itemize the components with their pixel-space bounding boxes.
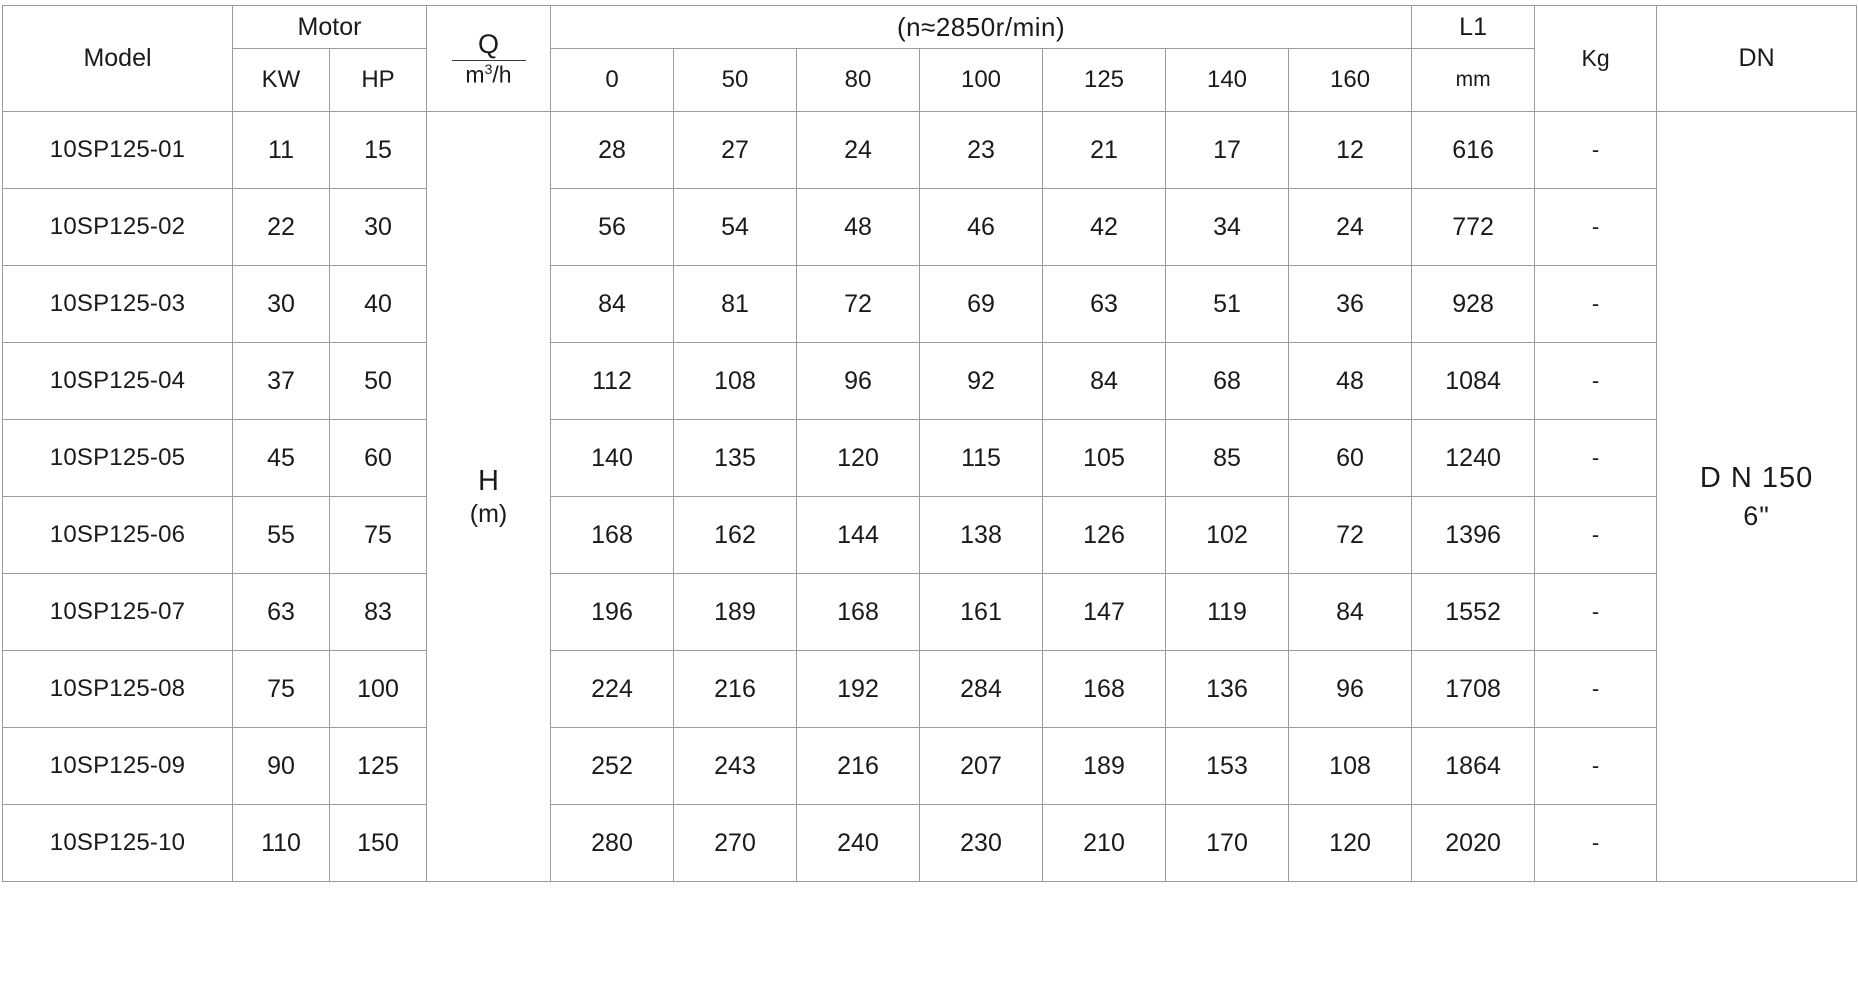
cell-kw: 45: [233, 420, 330, 497]
head-letter: H: [478, 464, 499, 497]
cell-hp: 150: [330, 805, 427, 882]
header-dn: DN: [1657, 6, 1857, 112]
dn-inch: 6": [1743, 500, 1770, 531]
cell-kw: 90: [233, 728, 330, 805]
cell-head-125: 147: [1043, 574, 1166, 651]
table-body: [3, 112, 1857, 882]
cell-head-140: 85: [1166, 420, 1289, 497]
cell-model: 10SP125-10: [3, 805, 233, 882]
header-flow-140: 140: [1166, 49, 1289, 112]
cell-model: 10SP125-03: [3, 266, 233, 343]
cell-head-100: 115: [920, 420, 1043, 497]
header-row-top: [3, 6, 1857, 49]
cell-hp: 83: [330, 574, 427, 651]
cell-head-80: 120: [797, 420, 920, 497]
cell-head-50: 189: [674, 574, 797, 651]
head-unit: (m): [469, 500, 508, 528]
cell-l1: 1552: [1412, 574, 1535, 651]
cell-l1: 1084: [1412, 343, 1535, 420]
cell-head-160: 12: [1289, 112, 1412, 189]
cell-head-125: 210: [1043, 805, 1166, 882]
cell-head-50: 81: [674, 266, 797, 343]
header-l1: L1: [1412, 6, 1535, 49]
cell-kw: 11: [233, 112, 330, 189]
cell-kw: 22: [233, 189, 330, 266]
cell-head-80: 168: [797, 574, 920, 651]
cell-head-140: 17: [1166, 112, 1289, 189]
cell-head-80: 72: [797, 266, 920, 343]
cell-l1: 2020: [1412, 805, 1535, 882]
header-motor-kw: KW: [233, 49, 330, 112]
cell-head-80: 216: [797, 728, 920, 805]
cell-head-100: 284: [920, 651, 1043, 728]
cell-head-140: 34: [1166, 189, 1289, 266]
header-flow-125: 125: [1043, 49, 1166, 112]
cell-hp: 60: [330, 420, 427, 497]
cell-kw: 63: [233, 574, 330, 651]
table-row: [3, 497, 1857, 574]
cell-head-160: 96: [1289, 651, 1412, 728]
table-row: [3, 420, 1857, 497]
cell-head-80: 24: [797, 112, 920, 189]
header-l1-unit: mm: [1412, 49, 1535, 112]
cell-kg: -: [1535, 574, 1657, 651]
cell-kg: -: [1535, 728, 1657, 805]
cell-head-50: 54: [674, 189, 797, 266]
cell-head-80: 192: [797, 651, 920, 728]
cell-head-160: 36: [1289, 266, 1412, 343]
cell-head-100: 138: [920, 497, 1043, 574]
cell-head-0: 224: [551, 651, 674, 728]
cell-head-160: 108: [1289, 728, 1412, 805]
cell-head-100: 230: [920, 805, 1043, 882]
table-row: [3, 189, 1857, 266]
cell-head-50: 243: [674, 728, 797, 805]
header-flow-160: 160: [1289, 49, 1412, 112]
header-flow-50: 50: [674, 49, 797, 112]
cell-head-125: 168: [1043, 651, 1166, 728]
cell-head-100: 207: [920, 728, 1043, 805]
table-row: [3, 112, 1857, 189]
cell-l1: 772: [1412, 189, 1535, 266]
header-flow-q: [427, 6, 551, 112]
header-model: Model: [3, 6, 233, 112]
cell-kg: -: [1535, 497, 1657, 574]
header-q-unit-sup: 3: [484, 60, 493, 77]
cell-kw: 30: [233, 266, 330, 343]
cell-head-50: 27: [674, 112, 797, 189]
cell-model: 10SP125-02: [3, 189, 233, 266]
cell-head-125: 126: [1043, 497, 1166, 574]
cell-head-160: 48: [1289, 343, 1412, 420]
cell-kg: -: [1535, 189, 1657, 266]
cell-head-80: 240: [797, 805, 920, 882]
cell-kg: -: [1535, 112, 1657, 189]
table-row: [3, 343, 1857, 420]
cell-head-140: 68: [1166, 343, 1289, 420]
header-q-letter: Q: [477, 28, 499, 59]
cell-head-140: 119: [1166, 574, 1289, 651]
header-kg: Kg: [1535, 6, 1657, 112]
table-row: [3, 651, 1857, 728]
cell-head-50: 216: [674, 651, 797, 728]
header-q-unit-prefix: m: [465, 61, 485, 88]
cell-head-140: 51: [1166, 266, 1289, 343]
cell-hp: 125: [330, 728, 427, 805]
header-flow-80: 80: [797, 49, 920, 112]
cell-model: 10SP125-06: [3, 497, 233, 574]
cell-head-0: 252: [551, 728, 674, 805]
cell-head-80: 96: [797, 343, 920, 420]
cell-head-0: 168: [551, 497, 674, 574]
cell-head-140: 170: [1166, 805, 1289, 882]
cell-head-140: 153: [1166, 728, 1289, 805]
cell-kg: -: [1535, 420, 1657, 497]
table-header: [3, 6, 1857, 112]
cell-head-160: 84: [1289, 574, 1412, 651]
header-motor-hp: HP: [330, 49, 427, 112]
cell-model: 10SP125-08: [3, 651, 233, 728]
table-row: [3, 728, 1857, 805]
cell-kg: -: [1535, 343, 1657, 420]
cell-head-125: 21: [1043, 112, 1166, 189]
table-row: [3, 805, 1857, 882]
cell-kg: -: [1535, 805, 1657, 882]
table-row: [3, 574, 1857, 651]
cell-head-0: 84: [551, 266, 674, 343]
header-q-unit-suffix: /h: [492, 61, 512, 88]
cell-hp: 75: [330, 497, 427, 574]
cell-head-140: 102: [1166, 497, 1289, 574]
cell-hp: 30: [330, 189, 427, 266]
header-motor: Motor: [233, 6, 427, 49]
cell-dn: [1657, 112, 1857, 882]
cell-kw: 110: [233, 805, 330, 882]
header-q-unit: [452, 60, 526, 87]
cell-kg: -: [1535, 266, 1657, 343]
cell-head-100: 23: [920, 112, 1043, 189]
cell-head-80: 144: [797, 497, 920, 574]
cell-head-50: 270: [674, 805, 797, 882]
cell-model: 10SP125-04: [3, 343, 233, 420]
cell-head-100: 69: [920, 266, 1043, 343]
cell-l1: 1240: [1412, 420, 1535, 497]
cell-model: 10SP125-09: [3, 728, 233, 805]
cell-head-0: 112: [551, 343, 674, 420]
cell-head-140: 136: [1166, 651, 1289, 728]
cell-l1: 1708: [1412, 651, 1535, 728]
cell-head-100: 92: [920, 343, 1043, 420]
cell-head-100: 161: [920, 574, 1043, 651]
cell-kw: 55: [233, 497, 330, 574]
cell-head-125: 42: [1043, 189, 1166, 266]
cell-head-125: 84: [1043, 343, 1166, 420]
table-row: [3, 266, 1857, 343]
cell-hp: 100: [330, 651, 427, 728]
dn-size: D N 150: [1699, 461, 1814, 494]
cell-l1: 1396: [1412, 497, 1535, 574]
header-flow-0: 0: [551, 49, 674, 112]
cell-hp: 40: [330, 266, 427, 343]
cell-kg: -: [1535, 651, 1657, 728]
cell-head-160: 60: [1289, 420, 1412, 497]
cell-head-160: 24: [1289, 189, 1412, 266]
header-flow-100: 100: [920, 49, 1043, 112]
pump-specification-table: [2, 5, 1857, 882]
cell-head-125: 189: [1043, 728, 1166, 805]
cell-head-125: 63: [1043, 266, 1166, 343]
cell-hp: 50: [330, 343, 427, 420]
cell-head-100: 46: [920, 189, 1043, 266]
cell-head-125: 105: [1043, 420, 1166, 497]
cell-head-0: 28: [551, 112, 674, 189]
cell-model: 10SP125-01: [3, 112, 233, 189]
cell-head-0: 140: [551, 420, 674, 497]
cell-head-50: 135: [674, 420, 797, 497]
cell-head-80: 48: [797, 189, 920, 266]
cell-head-50: 162: [674, 497, 797, 574]
cell-hp: 15: [330, 112, 427, 189]
cell-l1: 928: [1412, 266, 1535, 343]
cell-head-0: 280: [551, 805, 674, 882]
cell-head-160: 72: [1289, 497, 1412, 574]
cell-head-label: [427, 112, 551, 882]
cell-head-50: 108: [674, 343, 797, 420]
cell-kw: 37: [233, 343, 330, 420]
cell-kw: 75: [233, 651, 330, 728]
cell-l1: 616: [1412, 112, 1535, 189]
cell-l1: 1864: [1412, 728, 1535, 805]
header-rpm: (n≈2850r/min): [551, 6, 1412, 49]
cell-head-0: 56: [551, 189, 674, 266]
cell-head-160: 120: [1289, 805, 1412, 882]
cell-model: 10SP125-07: [3, 574, 233, 651]
cell-model: 10SP125-05: [3, 420, 233, 497]
cell-head-0: 196: [551, 574, 674, 651]
